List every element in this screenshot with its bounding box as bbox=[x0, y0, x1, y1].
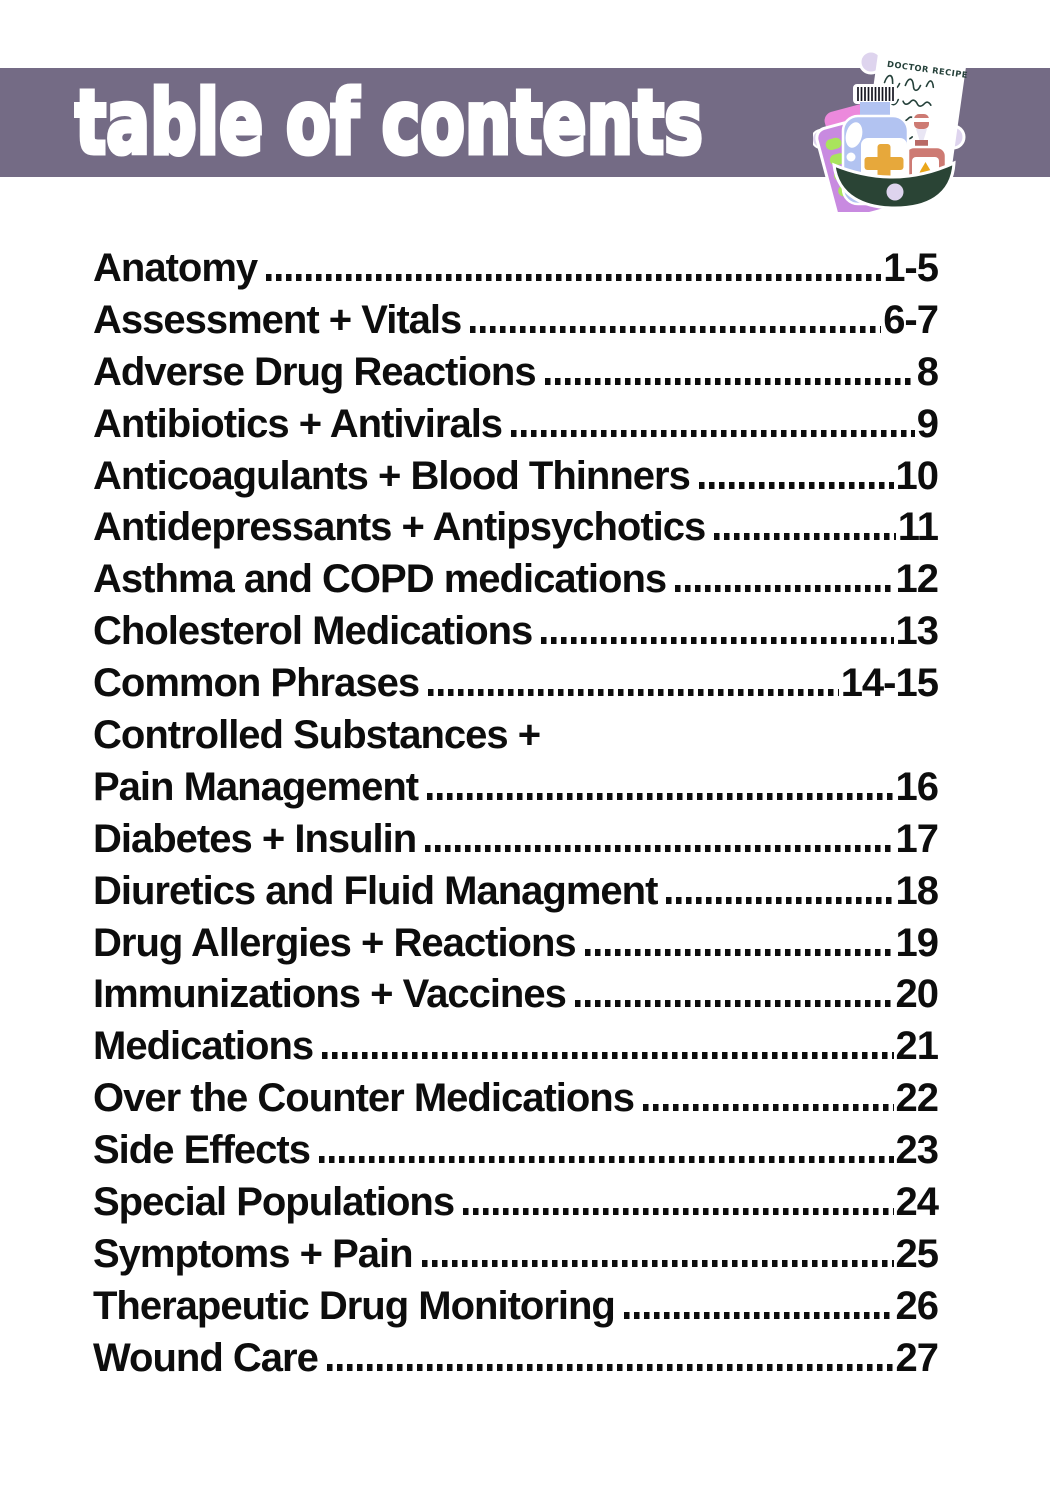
toc-entry bbox=[93, 243, 938, 295]
toc-entry-page: 9 bbox=[916, 401, 938, 446]
dot-leader bbox=[428, 689, 839, 696]
dot-leader bbox=[585, 949, 894, 956]
toc-entry-page: 20 bbox=[895, 972, 938, 1017]
toc-entry-title: Antibiotics + Antivirals bbox=[93, 401, 503, 446]
toc-entry-title: Wound Care bbox=[93, 1335, 318, 1380]
toc-entry-title: Side Effects bbox=[93, 1128, 310, 1173]
dot-leader bbox=[714, 533, 895, 540]
toc-entry-title: Anatomy bbox=[93, 246, 258, 290]
toc-entry-page: 27 bbox=[895, 1335, 938, 1380]
medicine-illustration bbox=[813, 40, 980, 212]
toc-entry bbox=[93, 295, 938, 347]
toc-entry bbox=[93, 606, 938, 658]
toc-entry-title: Adverse Drug Reactions bbox=[93, 349, 536, 394]
toc-entry bbox=[93, 1333, 938, 1385]
toc-entry bbox=[93, 658, 938, 710]
toc-entry bbox=[93, 502, 938, 554]
toc-entry-title: Diuretics and Fluid Managment bbox=[93, 868, 658, 913]
toc-entry-page: 11 bbox=[897, 505, 938, 550]
dot-leader bbox=[624, 1312, 894, 1319]
toc-entry-title: Immunizations + Vaccines bbox=[93, 972, 566, 1017]
toc-entry bbox=[93, 1125, 938, 1177]
toc-entry-page: 26 bbox=[895, 1283, 938, 1328]
toc-entry-title: Pain Management bbox=[93, 764, 419, 809]
toc-entry bbox=[93, 1177, 938, 1229]
dot-leader bbox=[541, 637, 893, 644]
toc-entry-title: Asthma and COPD medications bbox=[93, 557, 667, 602]
toc-entry-page: 12 bbox=[895, 557, 938, 602]
toc-entry bbox=[93, 399, 938, 451]
toc-entry-page: 21 bbox=[895, 1024, 938, 1069]
toc-entry-page: 10 bbox=[895, 453, 938, 498]
toc-entry bbox=[93, 1073, 938, 1125]
dot-leader bbox=[575, 1000, 894, 1007]
dot-leader bbox=[422, 1260, 894, 1267]
toc-entry-page: 24 bbox=[895, 1180, 938, 1225]
toc-entry-page: 16 bbox=[895, 764, 938, 809]
toc-entry-page: 25 bbox=[895, 1231, 938, 1276]
toc-entry-page: 13 bbox=[895, 609, 938, 654]
dot-leader bbox=[463, 1208, 893, 1215]
toc-entry-title: Anticoagulants + Blood Thinners bbox=[93, 453, 690, 498]
toc-entry bbox=[93, 1229, 938, 1281]
dot-leader bbox=[470, 326, 881, 333]
toc-entry bbox=[93, 814, 938, 866]
dot-leader bbox=[319, 1156, 894, 1163]
toc-entry-page: 19 bbox=[895, 920, 938, 965]
dot-leader bbox=[327, 1364, 894, 1371]
toc-entry-title: Antidepressants + Antipsychotics bbox=[93, 505, 706, 550]
toc-entry-title: Diabetes + Insulin bbox=[93, 816, 417, 861]
toc-entry bbox=[93, 451, 938, 503]
toc-entry bbox=[93, 1281, 938, 1333]
toc-entry-title: Symptoms + Pain bbox=[93, 1231, 413, 1276]
toc-entry-page: 8 bbox=[916, 349, 938, 394]
dot-leader bbox=[675, 585, 893, 592]
toc-entry-title: Therapeutic Drug Monitoring bbox=[93, 1283, 615, 1328]
toc-entry-page: 17 bbox=[895, 816, 938, 861]
dot-leader bbox=[699, 482, 894, 489]
toc-entry-page: 18 bbox=[895, 868, 938, 913]
toc-entry-title: Controlled Substances + bbox=[93, 713, 541, 758]
toc-entry-page: 6-7 bbox=[883, 297, 938, 342]
toc-entry-title: Medications bbox=[93, 1024, 314, 1069]
toc-entry-title: Special Populations bbox=[93, 1180, 455, 1225]
toc-entry-title: Common Phrases bbox=[93, 661, 420, 706]
dot-leader bbox=[511, 430, 915, 437]
toc-entry-title: Over the Counter Medications bbox=[93, 1076, 634, 1121]
toc-entry bbox=[93, 762, 938, 814]
dot-leader bbox=[643, 1104, 894, 1111]
toc-entry bbox=[93, 554, 938, 606]
dot-leader bbox=[322, 1052, 893, 1059]
toc-entry-page: 23 bbox=[895, 1128, 938, 1173]
doctor-recipe-label: DOCTOR RECIPE bbox=[886, 58, 969, 80]
dot-leader bbox=[666, 897, 893, 904]
toc-entry-page: 14-15 bbox=[840, 661, 938, 706]
toc-entry bbox=[93, 710, 938, 762]
toc-entry-title: Drug Allergies + Reactions bbox=[93, 920, 576, 965]
toc-entry bbox=[93, 347, 938, 399]
dot-leader bbox=[427, 793, 893, 800]
decor-circle bbox=[887, 184, 904, 201]
toc-entry bbox=[93, 866, 938, 918]
dot-leader bbox=[425, 845, 893, 852]
toc-entry-title: Cholesterol Medications bbox=[93, 609, 533, 654]
dot-leader bbox=[545, 378, 915, 385]
toc-entry-page: 22 bbox=[895, 1076, 938, 1121]
page-title: table of contents bbox=[75, 71, 703, 174]
toc-entry bbox=[93, 918, 938, 970]
toc-entry-title: Assessment + Vitals bbox=[93, 297, 462, 342]
dot-leader bbox=[266, 274, 881, 281]
toc-list bbox=[93, 243, 938, 1385]
toc-entry bbox=[93, 1021, 938, 1073]
toc-entry-page: 1-5 bbox=[883, 246, 938, 290]
toc-entry bbox=[93, 969, 938, 1021]
